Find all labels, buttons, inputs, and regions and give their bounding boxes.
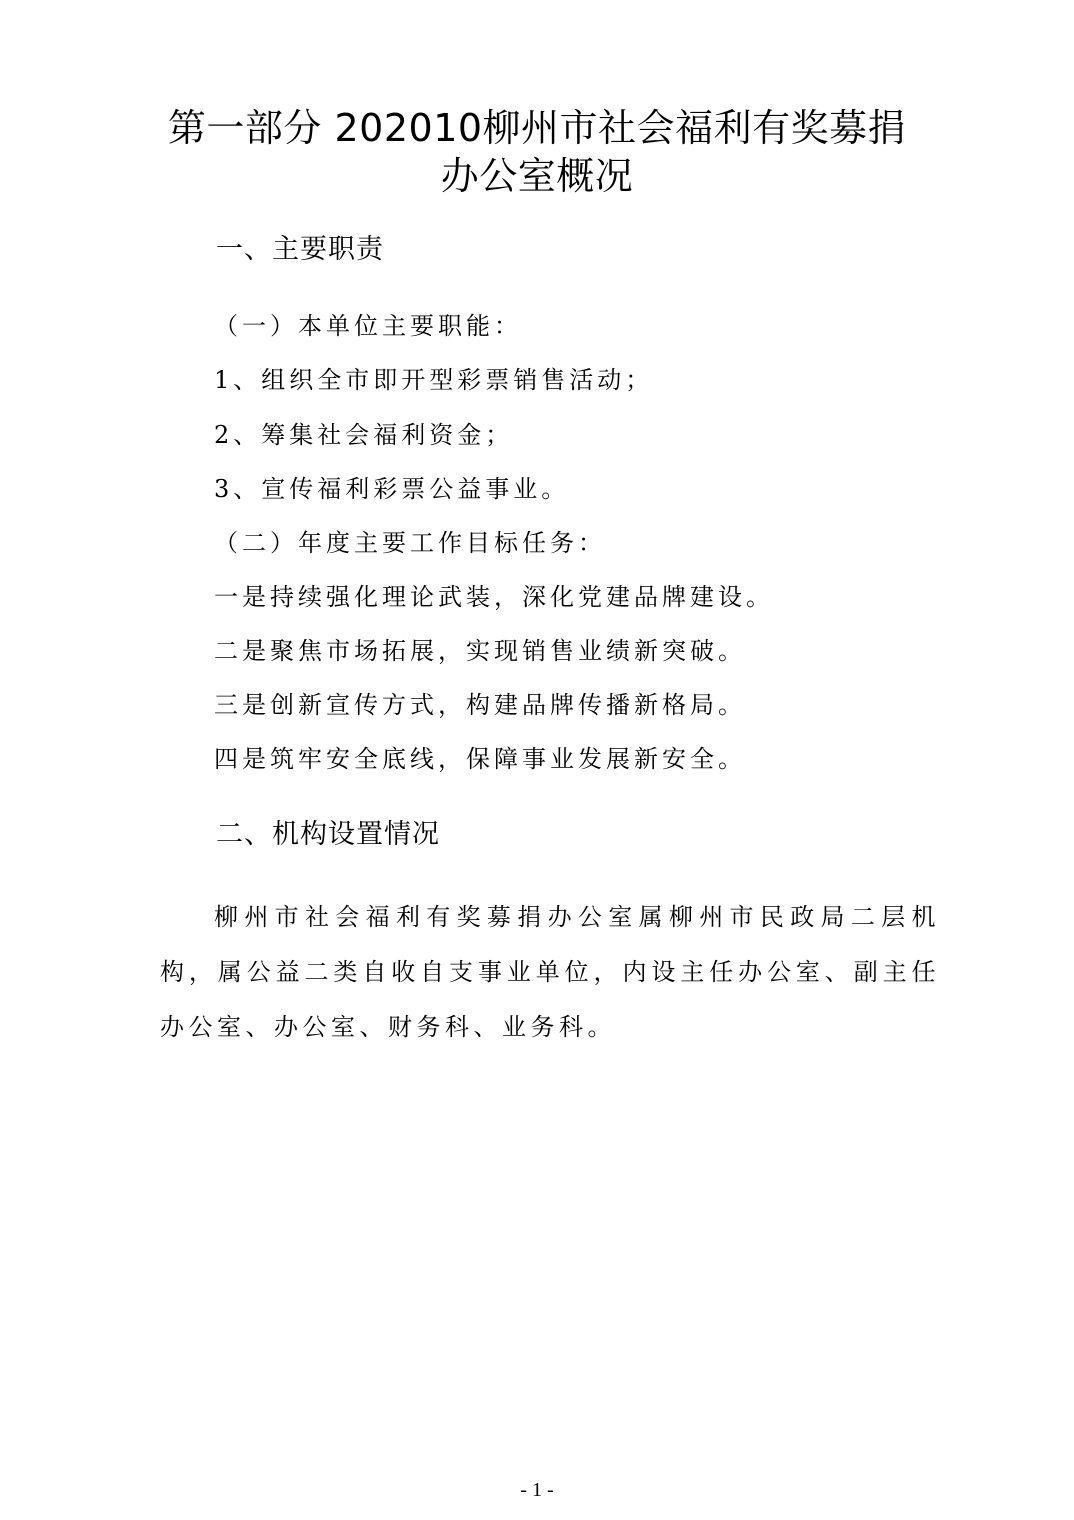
section-heading-responsibilities: 一、主要职责 [216,234,384,265]
title-line-1: 第一部分 202010柳州市社会福利有奖募捐 [167,106,907,150]
page-title [150,104,924,200]
goal-item: 三是创新宣传方式，构建品牌传播新格局。 [214,691,746,719]
function-item: 1、组织全市即开型彩票销售活动； [214,366,654,394]
section-heading-organization: 二、机构设置情况 [216,819,440,850]
title-line-2: 办公室概况 [440,154,634,198]
organization-paragraph: 柳州市社会福利有奖募捐办公室属柳州市民政局二层机构，属公益二类自收自支事业单位，内设主任办公室、副主任办公室、办公室、财务科、业务科。 [160,903,940,1041]
subheading-main-functions: （一）本单位主要职能： [214,312,522,340]
goal-item: 四是筑牢安全底线，保障事业发展新安全。 [214,745,746,773]
subheading-annual-goals: （二）年度主要工作目标任务： [214,529,606,557]
page-number: - 1 - [520,1479,554,1501]
function-item: 3、宣传福利彩票公益事业。 [214,475,570,503]
goal-item: 一是持续强化理论武装，深化党建品牌建设。 [214,583,774,611]
goal-item: 二是聚焦市场拓展，实现销售业绩新突破。 [214,637,746,665]
function-item: 2、筹集社会福利资金； [214,421,514,449]
